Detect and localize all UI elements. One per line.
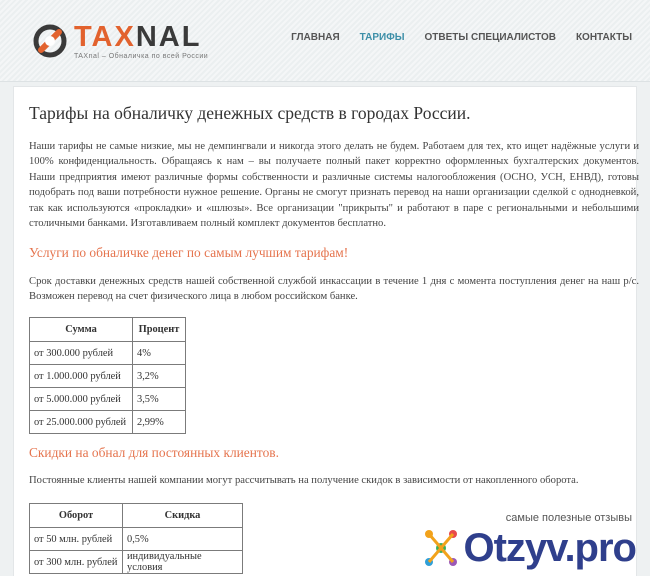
section-title-services: Услуги по обналичке денег по самым лучшим тарифам!	[29, 245, 349, 260]
table-cell: от 300.000 рублей	[30, 342, 133, 365]
nav-contacts[interactable]: КОНТАКТЫ	[575, 32, 632, 43]
table-header-cell: Скидка	[123, 504, 243, 528]
site-header	[0, 0, 650, 82]
table-row	[30, 528, 243, 551]
table-header-cell: Сумма	[30, 318, 133, 342]
table-cell: 2,99%	[133, 411, 186, 434]
otzyv-watermark	[402, 506, 642, 576]
rates-table	[29, 317, 186, 434]
main-content	[29, 102, 641, 124]
section-discounts-text: Постоянные клиенты нашей компании могут рассчитывать на получение скидок в зависимости от накопленного оборота.	[29, 475, 579, 486]
table-row	[30, 551, 243, 574]
watermark-tagline: самые полезные отзывы	[505, 512, 632, 524]
table-header-cell: Процент	[133, 318, 186, 342]
table-cell: от 300 млн. рублей	[30, 551, 123, 574]
taxnal-logo-icon	[32, 23, 68, 59]
table-cell: от 25.000.000 рублей	[30, 411, 133, 434]
table-cell: 0,5%	[123, 528, 243, 551]
table-row	[30, 388, 186, 411]
table-cell: 3,2%	[133, 365, 186, 388]
table-cell: 3,5%	[133, 388, 186, 411]
main-nav	[291, 32, 632, 43]
discount-table	[29, 503, 243, 574]
section-services-text: Срок доставки денежных средств нашей собственной службой инкассации в течение 1 дня с момента поступления денег на наш р/с. Возможен перевод на счет физического лица в любом российском банке.	[29, 276, 639, 303]
table-header-row	[30, 504, 243, 528]
table-cell: 4%	[133, 342, 186, 365]
section-title-discounts: Скидки на обнал для постоянных клиентов.	[29, 445, 279, 460]
table-cell: от 5.000.000 рублей	[30, 388, 133, 411]
table-cell: индивидуальные условия	[123, 551, 243, 574]
table-cell: от 1.000.000 рублей	[30, 365, 133, 388]
site-logo[interactable]	[32, 22, 208, 60]
table-row	[30, 411, 186, 434]
table-row	[30, 342, 186, 365]
watermark-logo	[419, 526, 636, 570]
logo-subtitle: TAXnal – Обналичка по всей России	[74, 53, 209, 60]
page-title: Тарифы на обналичку денежных средств в городах России.	[29, 103, 471, 123]
table-header-cell: Оборот	[30, 504, 123, 528]
table-cell: от 50 млн. рублей	[30, 528, 123, 551]
nav-tariffs[interactable]: ТАРИФЫ	[359, 32, 405, 43]
otzyv-logo-icon	[419, 526, 463, 570]
intro-text: Наши тарифы не самые низкие, мы не демпингвали и никогда этого делать не будем. Работаем для тех, кто ищет надёжные услуги и 100% конфиденциальность. Обращаясь к нам – вы получаете полный пакет корректно оформленных бухгалтерских документов. Наши предприятия имеют различные формы собственности и различные системы налогообложения (ОСНО, УСН, ЕНВД), готовы подобрать под ваши потребности нужное решение. Органы не смогут признать перевод на наши организации сделкой с однодневкой, так как используются «прокладки» и «шлюзы». Все организации "прикрыты" и работают в паре с региональными и небольшими столичными банками. Изготавливаем полный комплект документов бесплатно.	[29, 141, 639, 230]
watermark-brand: Otzyv.pro	[463, 526, 636, 570]
logo-name: TAXNAL	[74, 21, 202, 53]
table-header-row	[30, 318, 186, 342]
nav-specialists[interactable]: ОТВЕТЫ СПЕЦИАЛИСТОВ	[424, 32, 556, 43]
table-row	[30, 365, 186, 388]
nav-home[interactable]: ГЛАВНАЯ	[291, 32, 340, 43]
